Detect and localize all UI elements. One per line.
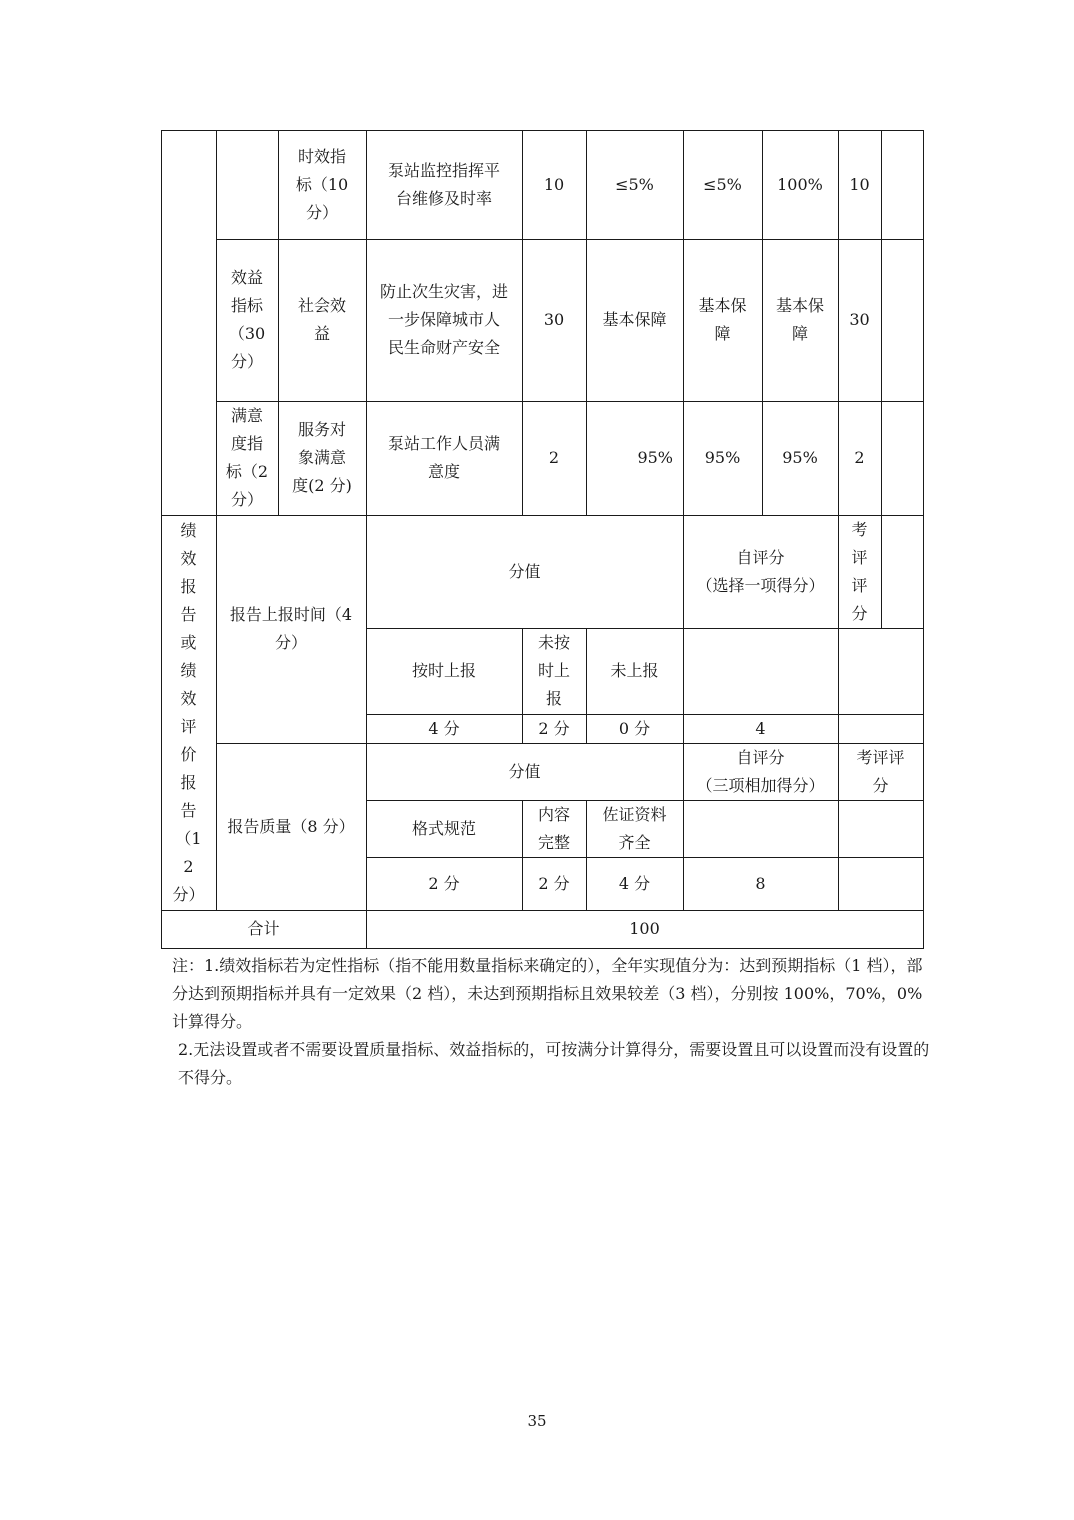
metric-cell: 泵站监控指挥平 台维修及时率	[387, 160, 500, 208]
actual-cell: 基本保 障	[698, 296, 747, 343]
completion-cell: 100%	[777, 174, 823, 194]
score-cell: 2	[854, 448, 865, 467]
target-cell: ≤5%	[615, 174, 654, 194]
option-format: 格式规范	[411, 818, 476, 838]
actual-cell: 95%	[704, 448, 741, 467]
target-cell: 基本保障	[602, 310, 667, 329]
actual-cell: ≤5%	[703, 174, 742, 194]
option-late: 未按 时上 报	[537, 633, 570, 708]
option-evidence: 佐证资料 齐全	[602, 804, 667, 852]
secondary-indicator-cell: 时效指 标（10 分）	[295, 146, 349, 222]
secondary-indicator-cell: 服务对 象满意 度(2 分)	[292, 420, 352, 495]
self-score-header: 自评分 （三项相加得分）	[696, 747, 825, 795]
primary-indicator-cell: 满意 度指 标（2 分）	[225, 406, 269, 509]
option-score: 2 分	[538, 873, 570, 893]
review-score-header: 考评评 分	[856, 747, 905, 795]
option-not-reported: 未上报	[610, 661, 659, 680]
primary-indicator-cell: 效益 指标 （30 分）	[228, 268, 266, 371]
secondary-indicator-cell: 社会效 益	[297, 296, 346, 343]
option-score: 2 分	[428, 873, 460, 893]
weight-cell: 30	[543, 310, 565, 329]
weight-cell: 10	[543, 174, 565, 194]
option-score: 4 分	[428, 718, 460, 738]
report-time-label: 报告上报时间（4 分）	[229, 605, 353, 652]
score-cell: 10	[849, 174, 870, 194]
completion-cell: 95%	[782, 448, 818, 467]
metric-cell: 防止次生灾害，进 一步保障城市人 民生命财产安全	[379, 282, 508, 357]
report-section-label: 绩 效 报 告 或 绩 效 评 价 报 告 （1 2 分）	[172, 520, 205, 904]
option-score: 0 分	[618, 718, 651, 738]
total-label: 合计	[247, 919, 280, 938]
note-1: 注：1.绩效指标若为定性指标（指不能用数量指标来确定的），全年实现值分为：达到预期指标（1 档），部分达到预期指标并具有一定效果（2 档），未达到预期指标且效果较差（3 档），分别按 100%，70%，0%计算得分。	[172, 956, 923, 1031]
score-header: 分值	[508, 761, 541, 781]
self-score-value: 8	[755, 873, 766, 893]
score-cell: 30	[849, 310, 870, 329]
option-content: 内容 完整	[537, 804, 570, 852]
target-cell: 95%	[637, 448, 673, 467]
option-score: 4 分	[618, 873, 651, 893]
metric-cell: 泵站工作人员满 意度	[387, 434, 500, 481]
option-score: 2 分	[538, 718, 570, 738]
score-header: 分值	[508, 561, 541, 581]
self-score-value: 4	[755, 718, 766, 738]
review-score-header: 考 评 评 分	[851, 519, 868, 623]
completion-cell: 基本保 障	[775, 296, 824, 343]
self-score-header: 自评分 （选择一项得分）	[696, 547, 825, 595]
report-quality-label: 报告质量（8 分）	[227, 816, 355, 836]
page-number: 35	[527, 1412, 547, 1430]
weight-cell: 2	[548, 448, 560, 467]
note-2: 2.无法设置或者不需要设置质量指标、效益指标的，可按满分计算得分，需要设置且可以设置而没有设置的不得分。	[178, 1040, 930, 1087]
total-value: 100	[629, 919, 660, 938]
option-on-time: 按时上报	[411, 661, 476, 680]
